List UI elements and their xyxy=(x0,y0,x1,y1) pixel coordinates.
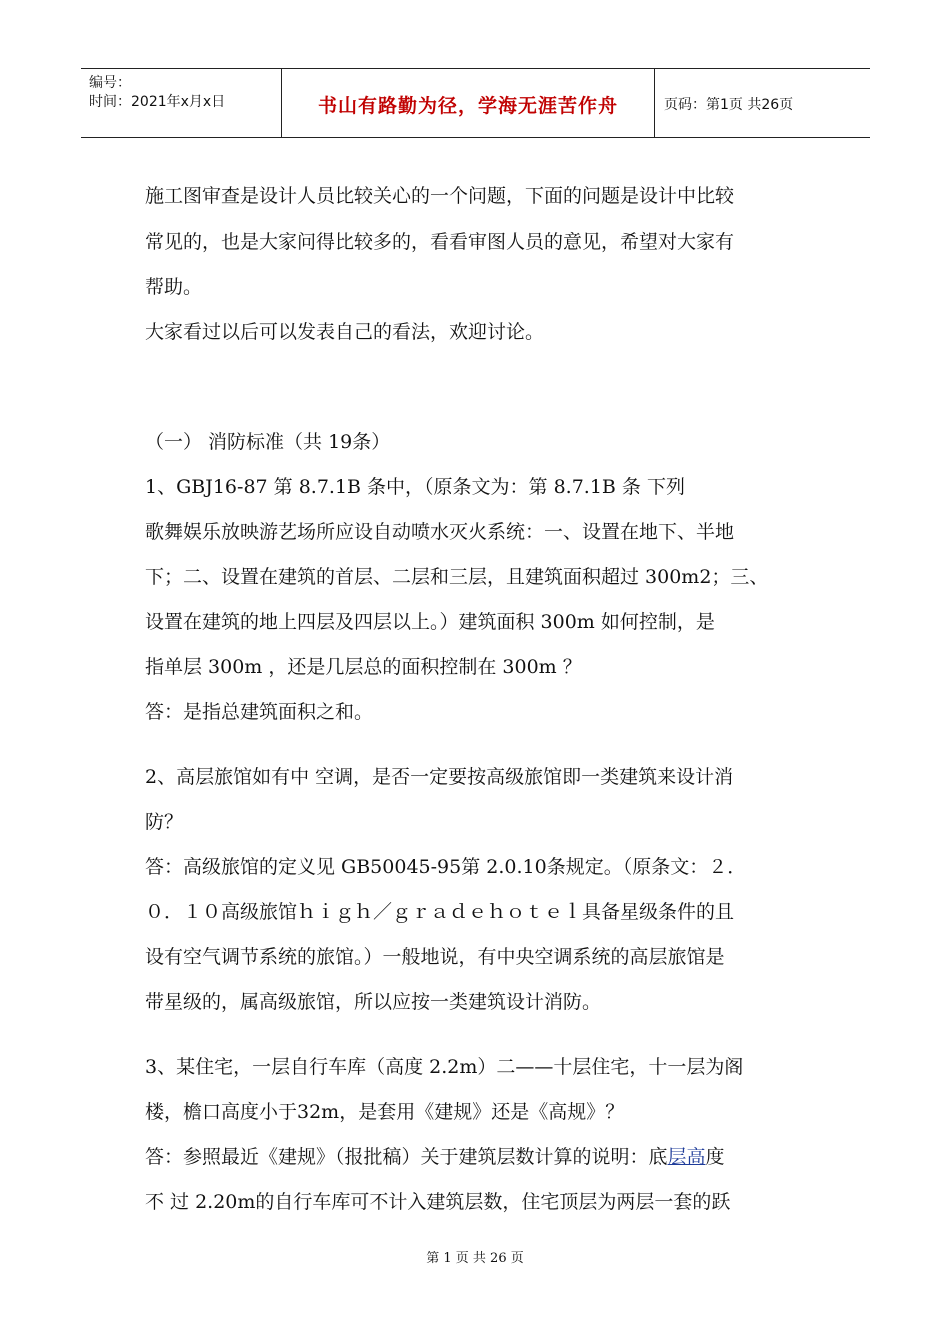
page-header xyxy=(81,68,870,138)
text-line: 带星级的，属高级旅馆，所以应按一类建筑设计消防。 xyxy=(145,991,602,1013)
text-line: 不 过 2.20m的自行车库可不计入建筑层数，住宅顶层为两层一套的跃 xyxy=(145,1191,731,1213)
answer-text: 度 xyxy=(705,1146,725,1168)
answer-line: 答：高级旅馆的定义见 GB50045-95第 2.0.10条规定。（原条文：２． xyxy=(145,856,747,878)
answer-line: 答：是指总建筑面积之和。 xyxy=(145,701,374,723)
text-line: 2、高层旅馆如有中 空调，是否一定要按高级旅馆即一类建筑来设计消 xyxy=(145,766,734,788)
text-line: 3、某住宅，一层自行车库（高度 2.2m）二——十层住宅，十一层为阁 xyxy=(145,1056,744,1078)
text-line: 常见的，也是大家问得比较多的，看看审图人员的意见，希望对大家有 xyxy=(145,231,735,253)
answer-line xyxy=(145,1145,725,1169)
text-line: 设有空气调节系统的旅馆。）一般地说，有中央空调系统的高层旅馆是 xyxy=(145,946,725,968)
text-line: 1、GBJ16-87 第 8.7.1B 条中，（原条文为：第 8.7.1B 条 下列 xyxy=(145,476,685,498)
text-line: 大家看过以后可以发表自己的看法，欢迎讨论。 xyxy=(145,321,545,343)
text-line: 歌舞娱乐放映游艺场所应设自动喷水灭火系统：一、设置在地下、半地 xyxy=(145,521,735,543)
number-label: 编号： xyxy=(89,75,131,91)
page-footer: 第 1 页 共 26 页 xyxy=(426,1251,524,1266)
text-line: 设置在建筑的地上四层及四层以上。）建筑面积 300m 如何控制，是 xyxy=(145,611,715,633)
text-line: 下；二、设置在建筑的首层、二层和三层，且建筑面积超过 300m2；三、 xyxy=(145,566,769,588)
text-line: 防？ xyxy=(145,811,184,833)
section-heading: （一） 消防标准（共 19条） xyxy=(145,431,391,453)
hyperlink[interactable]: 层高 xyxy=(667,1146,706,1168)
time-label: 时间：2021年x月x日 xyxy=(89,94,226,110)
text-line: 施工图审查是设计人员比较关心的一个问题，下面的问题是设计中比较 xyxy=(145,185,735,207)
text-line: 指单层 300m ，还是几层总的面积控制在 300m ？ xyxy=(145,656,582,678)
text-line: 楼，檐口高度小于32m，是套用《建规》还是《高规》？ xyxy=(145,1101,625,1123)
motto: 书山有路勤为径，学海无涯苦作舟 xyxy=(317,95,618,117)
header-motto-cell xyxy=(281,69,655,137)
text-line: 帮助。 xyxy=(145,276,203,298)
answer-text: 答：参照最近《建规》（报批稿）关于建筑层数计算的说明：底 xyxy=(145,1146,668,1168)
page-label: 页码：第1页 共26页 xyxy=(664,97,794,113)
header-page-cell xyxy=(654,69,870,137)
header-meta-cell xyxy=(81,69,281,137)
text-line: ０．１０高级旅馆ｈｉｇｈ／ｇｒａｄｅｈｏｔｅｌ具备星级条件的且 xyxy=(145,901,735,923)
